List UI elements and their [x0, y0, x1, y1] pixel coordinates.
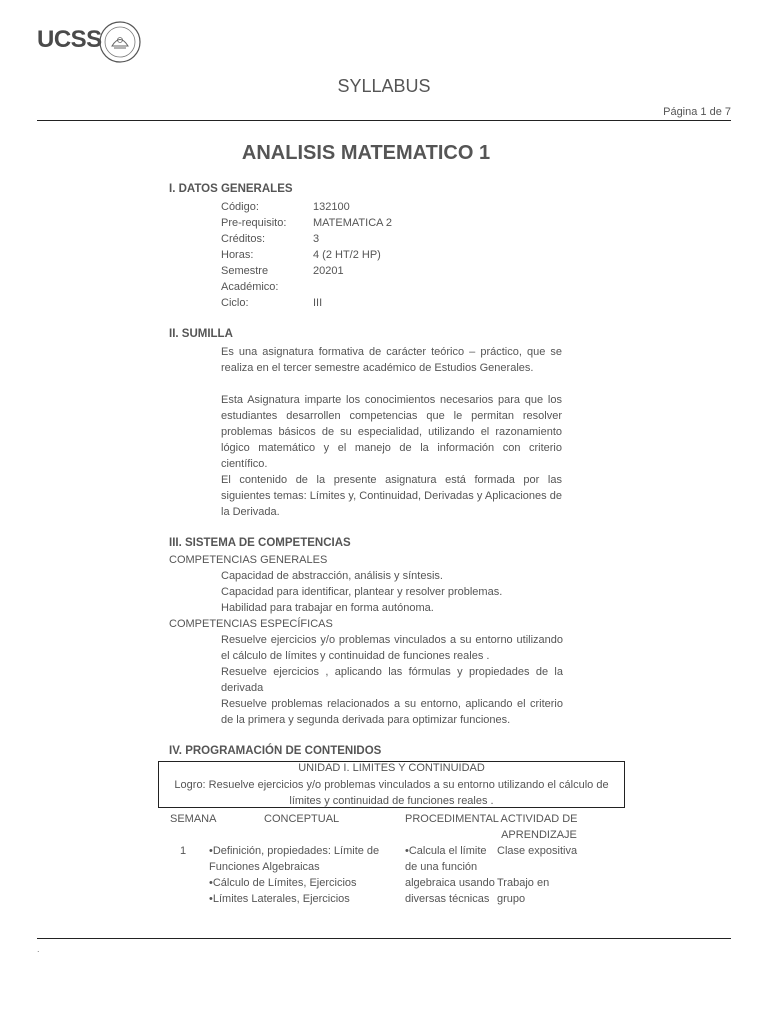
column-header-semana: SEMANA — [170, 813, 217, 825]
sumilla-paragraph: Es una asignatura formativa de carácter teórico – práctico, que se realiza en el tercer semestre académico de Estudios Generales. — [221, 346, 562, 374]
header-rule — [37, 120, 731, 121]
competencia-item: Capacidad de abstracción, análisis y síntesis. — [221, 570, 443, 582]
field-label: Créditos: — [221, 233, 266, 245]
university-seal-icon — [99, 21, 141, 63]
semana-cell: 1 — [180, 845, 187, 857]
footer-rule — [37, 938, 731, 939]
sumilla-paragraph: El contenido de la presente asignatura está formada por las siguientes temas: Límites y, Continuidad, Derivadas y Aplicaciones de la Derivada. — [221, 474, 562, 518]
competencia-item: Resuelve ejercicios y/o problemas vinculados a su entorno utilizando el cálculo de límites y continuidad de funciones reales . — [221, 634, 563, 662]
sumilla-paragraph: Esta Asignatura imparte los conocimientos necesarios para que los estudiantes desarrollen competencias que le permitan resolver problemas básicos de su especialidad, utilizando el razonamiento lógico matemático y el manejo de la información con criterio científico. — [221, 394, 562, 470]
field-value: MATEMATICA 2 — [313, 217, 393, 229]
field-label: Código: — [221, 201, 259, 213]
unit-logro: Logro: Resuelve ejercicios y/o problemas vinculados a su entorno utilizando el cálculo de límites y continuidad de funciones reales . — [174, 779, 609, 807]
footer-mark: . — [37, 944, 40, 954]
column-header-actividad: ACTIVIDAD DE APRENDIZAJE — [500, 813, 578, 841]
competencia-item: Habilidad para trabajar en forma autónoma. — [221, 602, 434, 614]
actividad-item: Clase expositiva — [497, 845, 578, 857]
field-value: 132100 — [313, 201, 350, 213]
field-value: 4 (2 HT/2 HP) — [313, 249, 381, 261]
section-heading-competencias: III. SISTEMA DE COMPETENCIAS — [169, 537, 351, 549]
field-label: Pre-requisito: — [221, 217, 287, 229]
competencia-item: Capacidad para identificar, plantear y resolver problemas. — [221, 586, 503, 598]
document-type: SYLLABUS — [337, 76, 431, 96]
unit-title: UNIDAD I. LIMITES Y CONTINUIDAD — [298, 762, 485, 774]
competencias-generales-label: COMPETENCIAS GENERALES — [169, 554, 328, 566]
field-label: Ciclo: — [221, 297, 249, 309]
page-number: Página 1 de 7 — [663, 106, 731, 118]
field-label: Horas: — [221, 249, 254, 261]
field-value: III — [313, 297, 323, 309]
column-header-procedimental: PROCEDIMENTAL — [405, 813, 499, 825]
conceptual-item: •Cálculo de Límites, Ejercicios — [209, 877, 357, 889]
section-heading-datos: I. DATOS GENERALES — [169, 183, 293, 195]
conceptual-item: •Límites Laterales, Ejercicios — [209, 893, 350, 905]
competencia-item: Resuelve ejercicios , aplicando las fórmulas y propiedades de la derivada — [221, 666, 563, 694]
conceptual-item: •Definición, propiedades: Límite de Funciones Algebraicas — [209, 845, 380, 873]
field-label: Académico: — [221, 281, 279, 293]
section-heading-sumilla: II. SUMILLA — [169, 328, 233, 340]
course-title: ANALISIS MATEMATICO 1 — [241, 142, 491, 164]
procedimental-cell: •Calcula el límite de una función algebraica usando diversas técnicas — [405, 845, 495, 905]
field-label: Semestre — [221, 265, 269, 277]
column-header-conceptual: CONCEPTUAL — [264, 813, 340, 825]
actividad-item: Trabajo en grupo — [497, 877, 550, 905]
logo-text: UCSS — [37, 26, 102, 53]
competencia-item: Resuelve problemas relacionados a su entorno, aplicando el criterio de la primera y segunda derivada para optimizar funciones. — [221, 698, 563, 726]
field-value: 3 — [313, 233, 320, 245]
competencias-especificas-label: COMPETENCIAS ESPECÍFICAS — [169, 618, 333, 630]
field-value: 20201 — [313, 265, 344, 277]
section-heading-programacion: IV. PROGRAMACIÓN DE CONTENIDOS — [169, 745, 382, 757]
